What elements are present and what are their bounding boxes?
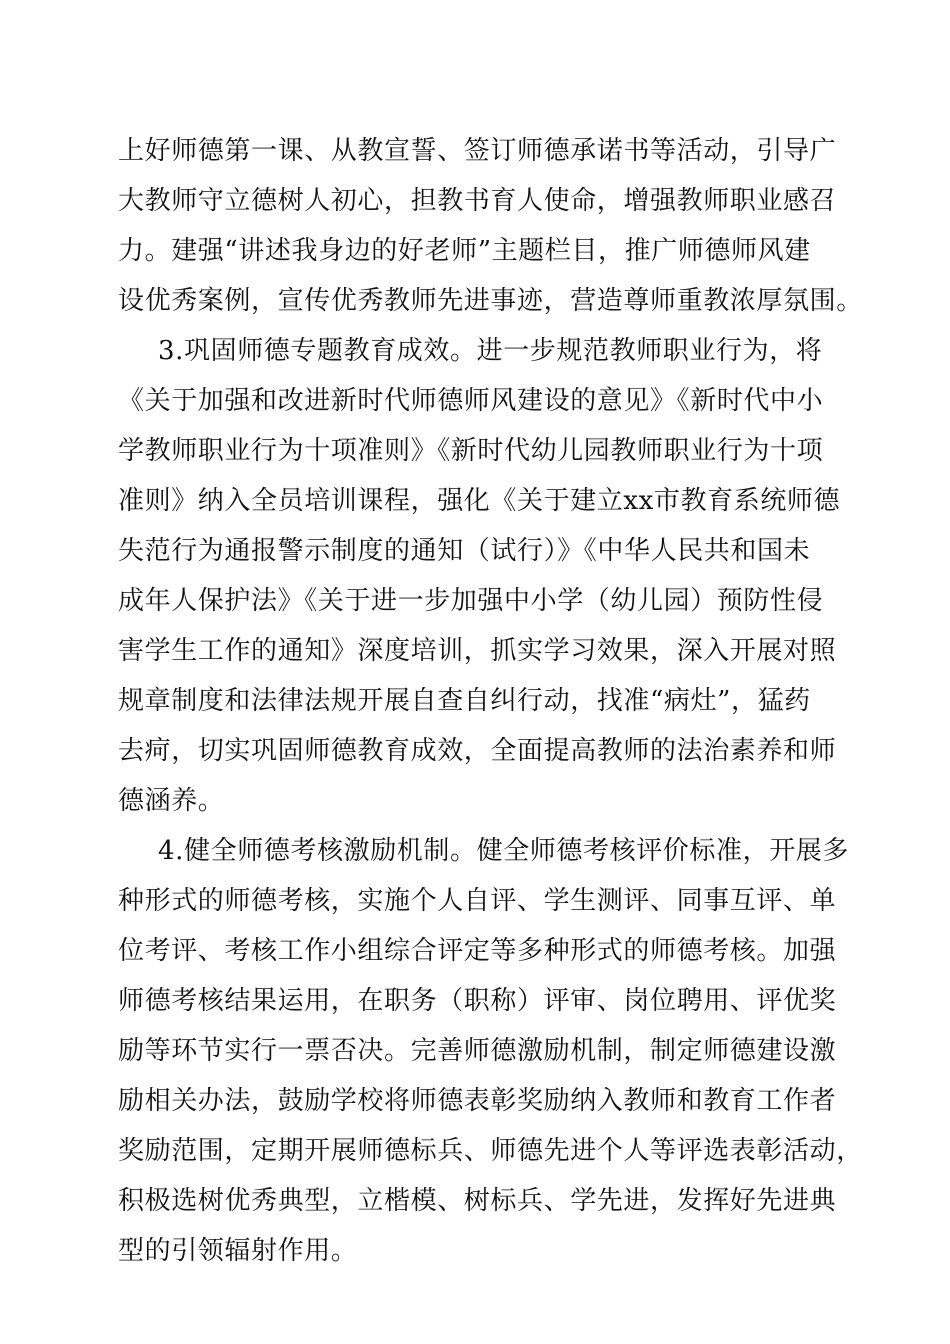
text-line: 力。建强“讲述我身边的好老师”主题栏目，推广师德师风建: [118, 236, 811, 266]
text-line: 德涵养。: [118, 786, 225, 816]
text-line: 励等环节实行一票否决。完善师德激励机制，制定师德建设激: [118, 1036, 837, 1066]
text-line: 师德考核结果运用，在职务（职称）评审、岗位聘用、评优奖: [118, 986, 837, 1016]
text-line: 种形式的师德考核，实施个人自评、学生测评、同事互评、单: [118, 886, 837, 916]
paragraph-3-heading-line: 3.巩固师德专题教育成效。进一步规范教师职业行为，将: [158, 336, 823, 366]
text-line: 大教师守立德树人初心，担教书育人使命，增强教师职业感召: [118, 186, 837, 216]
text-line: 去疴，切实巩固师德教育成效，全面提高教师的法治素养和师: [118, 736, 837, 766]
text-line: 位考评、考核工作小组综合评定等多种形式的师德考核。加强: [118, 936, 837, 966]
text-line: 害学生工作的通知》深度培训，抓实学习效果，深入开展对照: [118, 636, 837, 666]
text-line: 积极选树优秀典型，立楷模、树标兵、学先进，发挥好先进典: [118, 1186, 837, 1216]
text-line: 成年人保护法》《关于进一步加强中小学（幼儿园）预防性侵: [118, 586, 824, 616]
text-line: 励相关办法，鼓励学校将师德表彰奖励纳入教师和教育工作者: [118, 1086, 837, 1116]
text-line: 准则》纳入全员培训课程，强化《关于建立xx市教育系统师德: [118, 486, 841, 516]
text-line: 学教师职业行为十项准则》《新时代幼儿园教师职业行为十项: [118, 436, 824, 466]
text-line: 规章制度和法律法规开展自查自纠行动，找准“病灶”，猛药: [118, 686, 811, 716]
text-line: 奖励范围，定期开展师德标兵、师德先进个人等评选表彰活动，: [118, 1136, 863, 1166]
text-line: 《关于加强和改进新时代师德师风建设的意见》《新时代中小: [118, 386, 824, 416]
text-line: 设优秀案例，宣传优秀教师先进事迹，营造尊师重教浓厚氛围。: [118, 286, 863, 316]
text-line: 失范行为通报警示制度的通知（试行）》《中华人民共和国未: [118, 536, 811, 566]
text-line: 型的引领辐射作用。: [118, 1236, 358, 1266]
text-line: 上好师德第一课、从教宣誓、签订师德承诺书等活动，引导广: [118, 136, 837, 166]
paragraph-4-heading-line: 4.健全师德考核激励机制。健全师德考核评价标准，开展多: [158, 836, 850, 866]
